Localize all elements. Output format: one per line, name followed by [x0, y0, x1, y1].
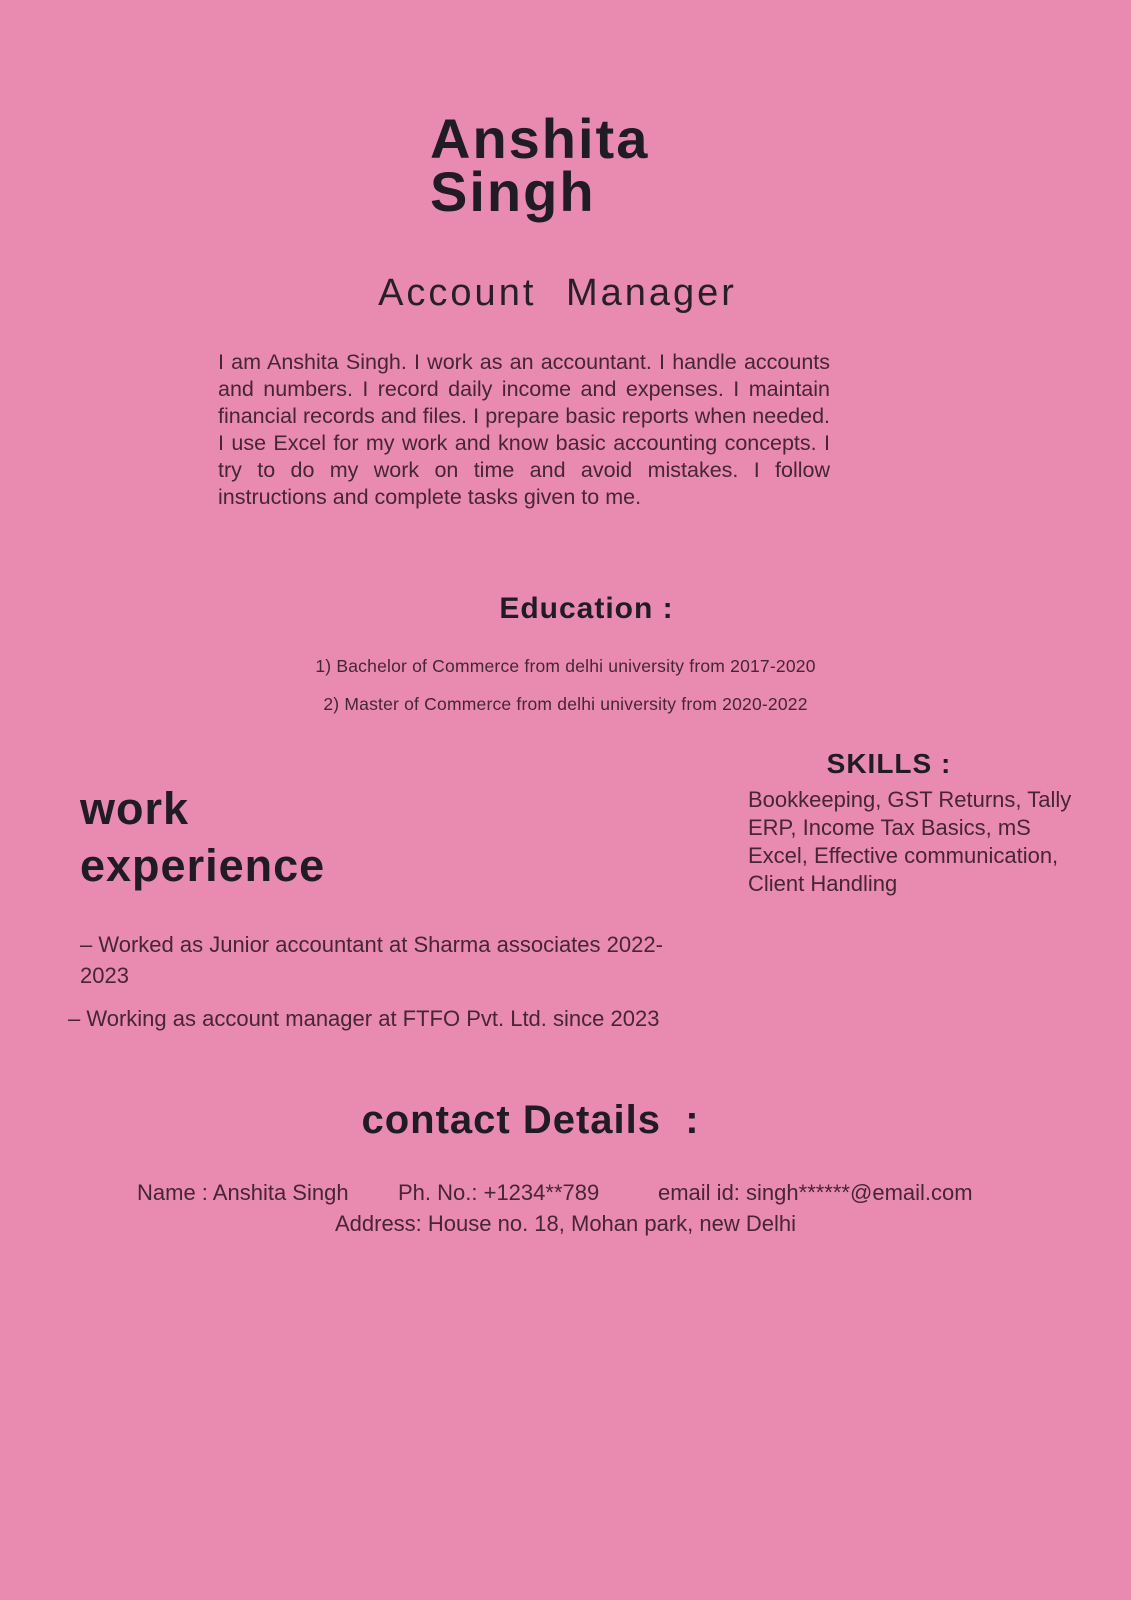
summary-paragraph: I am Anshita Singh. I work as an accountant. I handle accounts and numbers. I record daily income and expenses. I maintain financial records and files. I prepare basic reports when needed. I use Excel for my work and know basic accounting concepts. I try to do my work on time and avoid mistakes. I follow instructions and complete tasks given to me. [218, 350, 830, 509]
candidate-name [430, 107, 650, 223]
work-experience-heading [80, 780, 325, 894]
work-experience-item-2: – Working as account manager at FTFO Pvt. Ltd. since 2023 [68, 1006, 660, 1031]
candidate-name-line1: Anshita [430, 107, 650, 170]
work-heading-line1: work [80, 783, 190, 834]
education-item-1: 1) Bachelor of Commerce from delhi university from 2017-2020 [315, 656, 816, 676]
education-item-2: 2) Master of Commerce from delhi university from 2020-2022 [323, 694, 808, 714]
work-heading-line2: experience [80, 840, 326, 891]
contact-name: Name : Anshita Singh [137, 1180, 349, 1205]
education-heading: Education : [499, 592, 674, 625]
contact-phone: Ph. No.: +1234**789 [398, 1180, 600, 1205]
contact-email: email id: singh******@email.com [658, 1180, 973, 1205]
work-experience-item-1: – Worked as Junior accountant at Sharma associates 2022-2023 [80, 932, 663, 988]
contact-address: Address: House no. 18, Mohan park, new Delhi [334, 1211, 797, 1236]
contact-heading: contact Details : [361, 1098, 700, 1142]
skills-list: Bookkeeping, GST Returns, Tally ERP, Income Tax Basics, mS Excel, Effective communication, Client Handling [748, 787, 1072, 896]
skills-section [748, 748, 1080, 898]
job-title: Account Manager [378, 272, 737, 314]
skills-heading: SKILLS : [826, 748, 952, 779]
candidate-name-line2: Singh [430, 160, 596, 223]
